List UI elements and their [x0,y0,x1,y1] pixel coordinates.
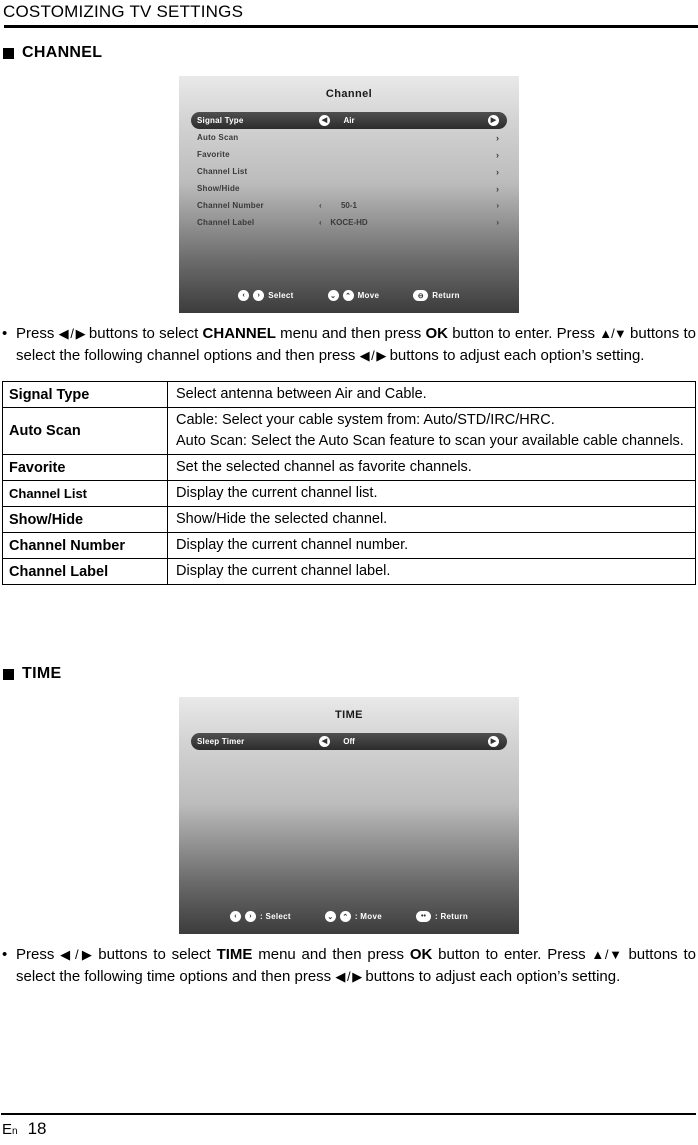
osd-row-show-hide[interactable] [191,180,507,197]
bullet-dot: • [2,325,8,342]
section-heading-label: CHANNEL [22,44,103,61]
left-chevron-icon[interactable]: ‹ [319,217,322,227]
left-right-arrow-icons: ◀ / ▶ [60,947,93,962]
desc-line: Cable: Select your cable system from: Auto/STD/IRC/HRC. [176,412,555,428]
paragraph-text [16,944,696,988]
footer-bar [0,1115,698,1145]
t: buttons to adjust each option’s setting. [361,968,621,985]
left-right-arrow-icons: ◀ / ▶ [58,326,85,341]
osd-row-label: Channel Label [197,218,255,227]
left-right-arrow-icons: ◀ / ▶ [335,969,362,984]
table-row [3,481,696,507]
up-down-arrow-icons: ▲/▼ [591,947,623,962]
option-description: Display the current channel number. [168,533,696,559]
table-row [3,455,696,481]
option-description: Set the selected channel as favorite channels. [168,455,696,481]
chevron-right-icon: › [496,166,499,177]
left-arrow-icon[interactable]: ◀ [319,736,330,747]
bullet-square-icon [3,669,14,680]
option-description: Select antenna between Air and Cable. [168,382,696,408]
paragraph-time [2,944,696,988]
language-indicator [2,1121,18,1138]
osd-row-channel-list[interactable] [191,163,507,180]
osd-row-label: Channel Number [197,201,264,210]
paragraph-channel [2,323,696,367]
left-arrow-icon[interactable]: ◀ [319,115,330,126]
table-row [3,382,696,408]
t: buttons to select the following time options and then press [16,946,696,985]
table-row [3,408,696,455]
right-arrow-icon[interactable]: ▶ [488,115,499,126]
hint-label: : Select [259,912,291,921]
hint-label: : Return [434,912,469,921]
t: menu and then press [275,325,426,342]
osd-row-value: Off [343,737,355,746]
desc-line: Auto Scan: Select the Auto Scan feature to scan your available cable channels. [176,433,684,449]
hint-return [413,290,460,301]
osd-row-label: Signal Type [197,116,244,125]
option-name: Show/Hide [3,507,168,533]
option-description: Show/Hide the selected channel. [168,507,696,533]
t: OK [409,946,433,963]
table-row [3,507,696,533]
osd-row-value: 50-1 [340,201,357,210]
page-number: 18 [27,1119,47,1138]
hint-select [238,290,293,301]
up-arrow-icon: ⌃ [340,911,351,922]
option-name: Signal Type [3,382,168,408]
osd-row-signal-type[interactable] [191,112,507,129]
chevron-right-icon: › [496,132,499,143]
left-chevron-icon[interactable]: ‹ [319,200,322,210]
option-name: Channel List [3,481,168,507]
paragraph-text [16,323,696,367]
hint-move [325,911,382,922]
bullet-dot: • [2,946,8,963]
osd-screenshot-channel [179,76,519,313]
hint-return [416,911,468,922]
section-heading-channel [3,44,698,62]
osd-row-channel-label[interactable] [191,214,507,231]
document-header [0,0,698,28]
t: Press [16,325,59,342]
osd-row-sleep-timer[interactable] [191,733,507,750]
right-chevron-icon[interactable]: › [496,217,499,227]
option-name: Auto Scan [3,408,168,455]
osd-menu-list [179,733,519,750]
t: buttons to select [84,325,203,342]
left-arrow-icon: ‹ [230,911,241,922]
osd-title: TIME [335,709,363,721]
osd-row-label: Sleep Timer [197,737,245,746]
chevron-right-icon: › [496,183,499,194]
t: CHANNEL [202,325,276,342]
section-heading-time [3,665,698,683]
up-down-arrow-icons: ▲/▼ [599,326,626,341]
option-name: Channel Number [3,533,168,559]
t: buttons to adjust each option’s setting. [385,347,645,364]
chevron-right-icon: › [496,149,499,160]
section-heading-label: TIME [22,665,62,682]
down-arrow-icon: ⌄ [328,290,339,301]
section-channel [0,44,698,585]
hint-move [328,290,380,301]
page-title: COSTOMIZING TV SETTINGS [3,2,244,21]
osd-row-auto-scan[interactable] [191,129,507,146]
right-arrow-icon[interactable]: ▶ [488,736,499,747]
option-name: Channel Label [3,559,168,585]
left-arrow-icon: ‹ [238,290,249,301]
osd-row-label: Auto Scan [197,133,239,142]
down-arrow-icon: ⌄ [325,911,336,922]
hint-label: Select [268,291,294,300]
up-arrow-icon: ⌃ [343,290,354,301]
t: button to enter. Press [447,325,600,342]
left-right-arrow-icons: ◀ / ▶ [359,348,386,363]
right-arrow-icon: › [253,290,264,301]
t: TIME [216,946,253,963]
t: menu and then press [252,946,410,963]
right-chevron-icon[interactable]: › [496,200,499,210]
hint-label: Return [432,291,460,300]
table-row [3,533,696,559]
t: buttons to select the following channel options and then press [16,325,696,364]
osd-row-label: Channel List [197,167,248,176]
language-sub: n [12,1126,18,1137]
return-key-icon: •• [416,911,431,922]
page-footer [0,1113,698,1145]
hint-label: : Move [354,912,382,921]
osd-row-value: KOCE-HD [330,218,368,227]
t: button to enter. Press [432,946,592,963]
hint-select [230,911,291,922]
osd-title: Channel [325,88,373,100]
option-name: Favorite [3,455,168,481]
language-main: E [2,1121,13,1138]
option-description [168,408,696,455]
osd-row-label: Favorite [197,150,230,159]
channel-options-table [2,381,696,585]
osd-row-favorite[interactable] [191,146,507,163]
osd-row-channel-number[interactable] [191,197,507,214]
option-description: Display the current channel list. [168,481,696,507]
t: Press [16,946,61,963]
option-description: Display the current channel label. [168,559,696,585]
return-key-icon: ⊖ [413,290,428,301]
header-rule [4,25,698,28]
osd-footer-hints [179,290,519,301]
section-time [0,665,698,988]
t: OK [425,325,448,342]
bullet-square-icon [3,48,14,59]
right-arrow-icon: › [245,911,256,922]
table-row [3,559,696,585]
t: buttons to select [92,946,217,963]
osd-menu-list [179,112,519,231]
hint-label: Move [357,291,380,300]
osd-row-label: Show/Hide [197,184,240,193]
osd-row-value: Air [343,116,355,125]
osd-screenshot-time [179,697,519,934]
osd-footer-hints [179,911,519,922]
